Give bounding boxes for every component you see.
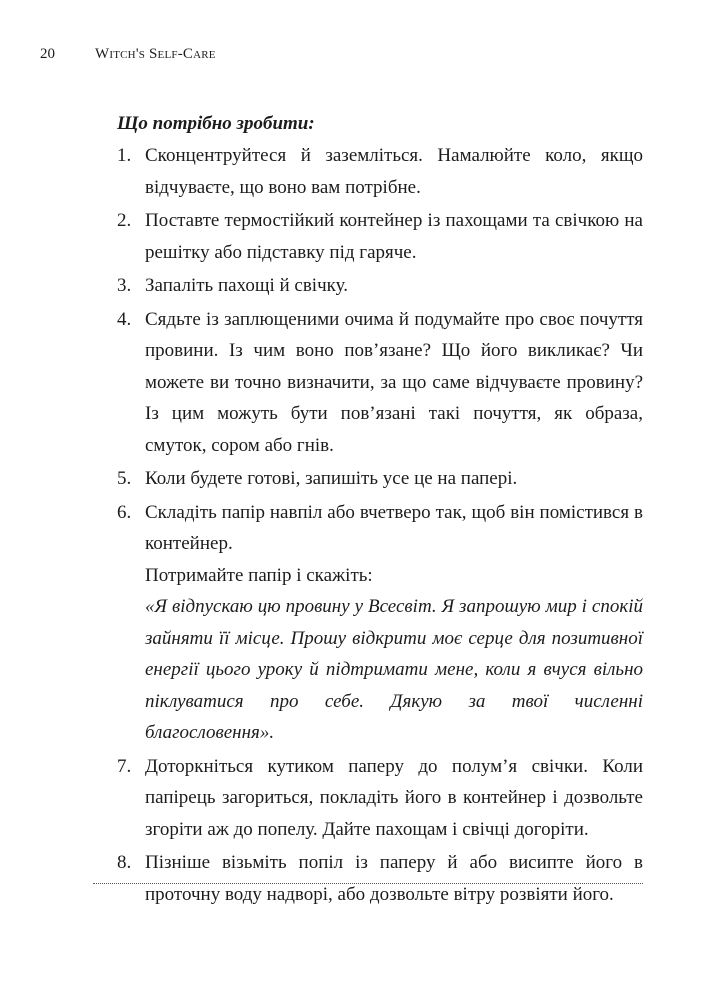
list-item (117, 205, 643, 268)
step-number: 6. (117, 501, 132, 523)
list-item (117, 270, 643, 302)
dotted-divider (93, 883, 643, 884)
step-number: 3. (117, 275, 132, 296)
step-text: Доторкніться кутиком паперу до полум’я свічки. Коли папірець загориться, покладіть його в контейнер і дозвольте згоріти аж до попелу. Дайте пахощам і свічці догоріти. (145, 755, 643, 840)
steps-list (117, 140, 643, 910)
step-followup: Потримайте папір і скажіть: (145, 564, 373, 586)
list-item (117, 847, 643, 910)
step-text: Запаліть пахощі й свічку. (145, 275, 348, 296)
section-heading: Що потрібно зробити: (117, 113, 315, 134)
step-number: 7. (117, 755, 132, 777)
step-text: Сконцентруйтеся й заземліться. Намалюйте коло, якщо відчуваєте, що воно вам потрібне. (145, 145, 643, 198)
step-text: Поставте термостійкий контейнер із пахощами та свічкою на решітку або підставку під гаряче. (145, 210, 643, 263)
step-text: Сядьте із заплющеними очима й подумайте про своє почуття провини. Із чим воно пов’язане? Що його викликає? Чи можете ви точно визначити, за що саме відчуваєте провину? Із цим можуть бути пов’язані такі почуття, як образа, смуток, сором або гнів. (145, 308, 643, 456)
list-item (117, 304, 643, 462)
step-text: Коли будете готові, запишіть усе це на папері. (145, 468, 518, 489)
list-item (117, 463, 643, 495)
list-item (117, 751, 643, 846)
step-number: 4. (117, 308, 132, 330)
step-number: 1. (117, 145, 132, 166)
step-number: 2. (117, 210, 132, 231)
list-item (117, 497, 643, 749)
page-number: 20 (40, 46, 55, 62)
step-number: 8. (117, 852, 132, 873)
step-text: Пізніше візьміть попіл із паперу й або висипте його в проточну воду надворі, або дозвольте вітру розвіяти його. (145, 852, 643, 905)
running-title: Witch's Self-Care (95, 46, 216, 62)
step-text: Складіть папір навпіл або вчетверо так, щоб він помістився в контейнер. (145, 501, 643, 554)
instructions-section (117, 108, 643, 912)
list-item (117, 140, 643, 203)
incantation-quote: «Я відпускаю цю провину у Всесвіт. Я запрошую мир і спокій зайняти її місце. Прошу відкрити моє серце для позитивної енергії цього уроку й підтримати мене, коли я вчуся вільно піклуватися про себе. Дякую за твої численні благословення». (145, 596, 643, 743)
step-number: 5. (117, 468, 132, 489)
